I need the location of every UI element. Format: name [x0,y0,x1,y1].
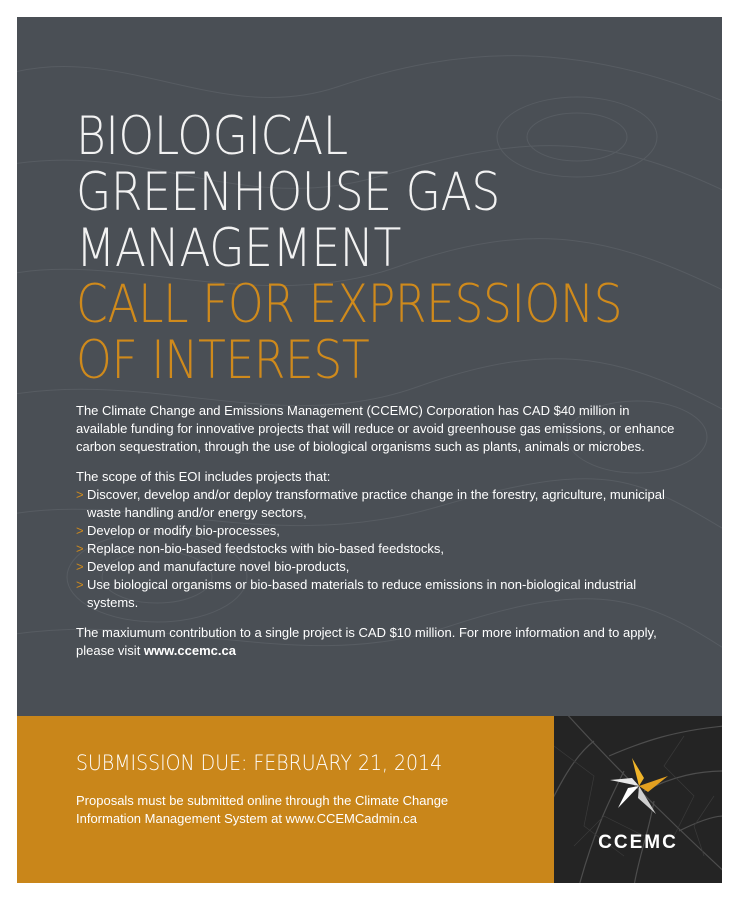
title-line-3: MANAGEMENT [76,218,401,279]
bullet-marker-icon: > [76,541,84,556]
bullet-marker-icon: > [76,487,84,502]
star-icon [610,756,668,816]
intro-paragraph: The Climate Change and Emissions Management (CCEMC) Corporation has CAD $40 million in available funding for innovative projects that will reduce or avoid greenhouse gas emissions, or enhance carbon sequestration, through the use of biological organisms such as plants, animals or microbes. [76,403,675,454]
title-line-2: GREENHOUSE GAS [76,162,500,223]
logo-text: CCEMC [598,832,678,853]
list-item: > Develop and manufacture novel bio-products, [76,559,350,574]
scope-heading: The scope of this EOI includes projects that: [76,469,331,484]
website-link[interactable]: www.ccemc.ca [143,643,236,658]
closing-paragraph: The maxiumum contribution to a single project is CAD $10 million. For more information and to apply, please visit www.ccemc.ca [76,625,657,658]
body-text [76,402,676,672]
subtitle-line-2: OF INTEREST [76,330,370,391]
list-item: > Replace non-bio-based feedstocks with bio-based feedstocks, [76,541,444,556]
logo-panel [554,716,722,883]
submission-band [17,716,554,883]
submission-instructions: Proposals must be submitted online through the Climate Change Information Management System at www.CCEMCadmin.ca [76,793,449,826]
bullet-marker-icon: > [76,523,84,538]
list-item: > Develop or modify bio-processes, [76,523,280,538]
poster [17,17,722,883]
list-item: > Discover, develop and/or deploy transformative practice change in the forestry, agriculture, municipal waste handling and/or energy sectors, [76,487,665,520]
bullet-marker-icon: > [76,559,84,574]
subtitle-line-1: CALL FOR EXPRESSIONS [76,274,623,335]
list-item: > Use biological organisms or bio-based materials to reduce emissions in non-biological industrial systems. [76,577,637,610]
title-line-1: BIOLOGICAL [76,106,348,167]
scope-list [76,486,676,612]
submission-deadline: SUBMISSION DUE: FEBRUARY 21, 2014 [76,751,443,775]
headline [76,106,711,391]
bullet-marker-icon: > [76,577,84,592]
